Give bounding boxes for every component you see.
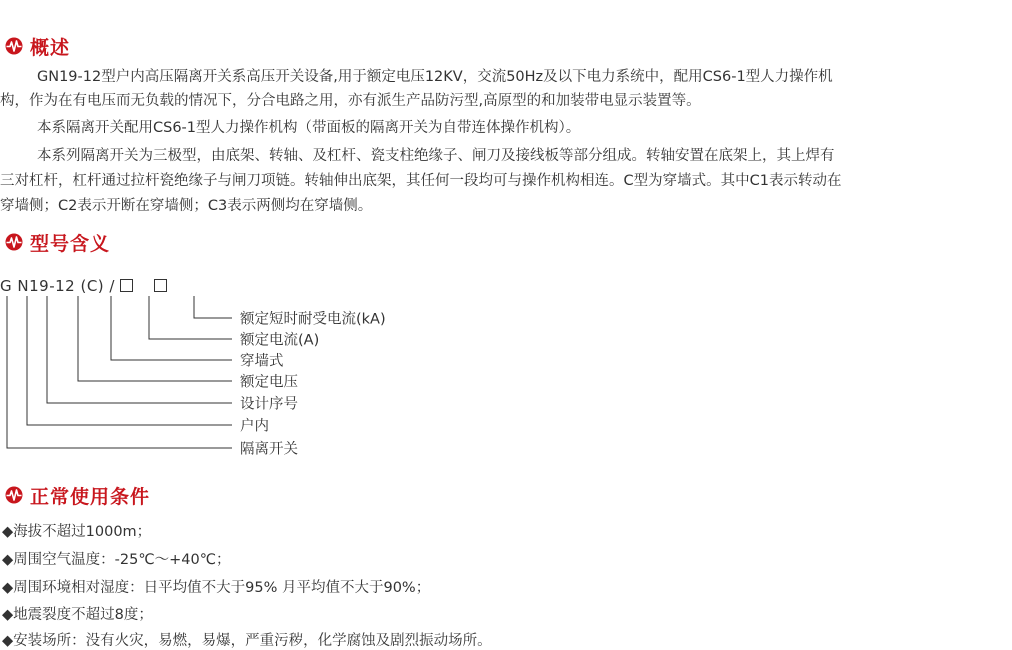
- overview-line-1: GN19-12型户内高压隔离开关系高压开关设备,用于额定电压12KV，交流50Hz及以下电力系统中，配用CS6-1型人力操作机: [37, 69, 833, 85]
- overview-line-4: 本系列隔离开关为三极型，由底架、转轴、及杠杆、瓷支柱绝缘子、闸刀及接线板等部分组成。转轴安置在底架上，其上焊有: [37, 148, 835, 164]
- pulse-icon: [4, 37, 24, 55]
- overview-heading: [4, 34, 70, 58]
- label-design-serial: 设计序号: [240, 396, 298, 413]
- overview-title: 概述: [30, 36, 71, 59]
- condition-item-altitude: ◆海拔不超过1000m；: [2, 524, 152, 540]
- pulse-icon: [4, 233, 24, 251]
- model-heading: [4, 230, 110, 254]
- overview-line-2: 构，作为在有电压而无负载的情况下，分合电路之用，亦有派生产品防污型,高原型的和加装带电显示装置等。: [0, 93, 701, 109]
- label-indoor: 户内: [240, 418, 269, 435]
- overview-line-3: 本系隔离开关配用CS6-1型人力操作机构（带面板的隔离开关为自带连体操作机构）。: [37, 120, 581, 136]
- pulse-icon: [4, 486, 24, 504]
- model-title: 型号含义: [30, 232, 111, 255]
- condition-item-humidity: ◆周围环境相对湿度：日平均值不大于95% 月平均值不大于90%；: [2, 580, 431, 596]
- condition-item-installation: ◆安装场所：没有火灾，易燃，易爆，严重污秽，化学腐蚀及剧烈振动场所。: [2, 633, 492, 649]
- label-rated-voltage: 额定电压: [240, 374, 298, 391]
- conditions-title: 正常使用条件: [30, 485, 151, 508]
- label-short-time-current: 额定短时耐受电流(kA): [240, 311, 386, 328]
- condition-item-temperature: ◆周围空气温度：-25℃～+40℃；: [2, 552, 231, 568]
- label-isolating-switch: 隔离开关: [240, 441, 298, 458]
- overview-line-6: 穿墙侧；C2表示开断在穿墙侧；C3表示两侧均在穿墙侧。: [0, 198, 373, 214]
- label-rated-current: 额定电流(A): [240, 332, 320, 349]
- label-through-wall: 穿墙式: [240, 353, 284, 370]
- condition-item-seismic: ◆地震裂度不超过8度；: [2, 607, 153, 623]
- overview-line-5: 三对杠杆，杠杆通过拉杆瓷绝缘子与闸刀项链。转轴伸出底架，其任何一段均可与操作机构相连。C型为穿墙式。其中C1表示转动在: [0, 173, 842, 189]
- conditions-heading: [4, 483, 150, 507]
- model-tree-lines: [0, 290, 240, 460]
- model-code-prefix: G N19-12 (C) /: [0, 277, 121, 295]
